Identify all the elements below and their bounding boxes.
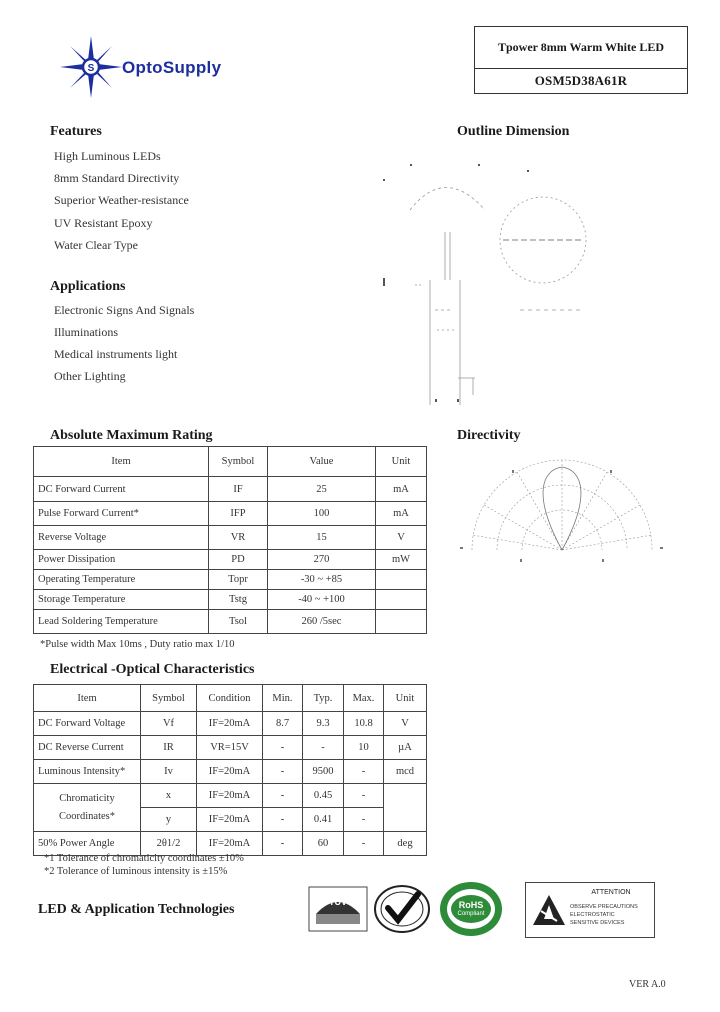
cell-value: 15 — [268, 526, 376, 550]
attention-text — [570, 903, 652, 927]
table-row — [34, 477, 427, 502]
cell-item: DC Reverse Current — [34, 736, 141, 760]
feature-item: High Luminous LEDs — [54, 149, 161, 163]
feature-item: Water Clear Type — [54, 238, 138, 252]
abs-max-table — [33, 446, 427, 634]
table-row — [34, 784, 427, 808]
attention-line: OBSERVE PRECAUTIONS — [570, 904, 638, 910]
table-row — [34, 590, 427, 610]
abs-max-note: *Pulse width Max 10ms , Duty ratio max 1/10 — [40, 639, 235, 650]
cell-max: 10.8 — [344, 712, 384, 736]
attention-title: ATTENTION — [591, 889, 631, 896]
cell-unit: mcd — [384, 760, 427, 784]
cell-condition: IF=20mA — [197, 760, 263, 784]
cell-symbol: IR — [141, 736, 197, 760]
cell-item: DC Forward Voltage — [34, 712, 141, 736]
column-header: Typ. — [303, 685, 344, 712]
attention-line: SENSITIVE DEVICES — [570, 920, 625, 926]
cell-unit: V — [384, 712, 427, 736]
feature-item: Superior Weather-resistance — [54, 193, 189, 207]
optosupply-logo — [60, 36, 270, 98]
chromaticity-label-cell — [34, 784, 141, 832]
cell-symbol: IF — [209, 477, 268, 502]
cell-typ: 9.3 — [303, 712, 344, 736]
cell-symbol: y — [141, 808, 197, 832]
esd-warning-icon — [531, 893, 567, 929]
rohs-compliant-badge — [438, 880, 504, 938]
cell-unit: V — [376, 526, 427, 550]
cell-symbol: Topr — [209, 570, 268, 590]
column-header: Value — [268, 447, 376, 477]
feature-item: 8mm Standard Directivity — [54, 171, 180, 185]
intensity-tolerance-note: *2 Tolerance of luminous intensity is ±15% — [44, 866, 228, 877]
application-item: Other Lighting — [54, 369, 126, 383]
table-row — [34, 570, 427, 590]
cell-symbol: Iv — [141, 760, 197, 784]
column-header: Min. — [263, 685, 303, 712]
electro-optical-heading: Electrical -Optical Characteristics — [50, 662, 255, 677]
application-item: Electronic Signs And Signals — [54, 303, 195, 317]
cell-unit — [384, 784, 427, 832]
rohs-sub-label: Compliant — [457, 911, 485, 917]
esd-attention-badge — [525, 882, 655, 938]
cell-unit: mW — [376, 550, 427, 570]
cell-unit — [376, 570, 427, 590]
cell-max: - — [344, 832, 384, 856]
application-item: Medical instruments light — [54, 347, 178, 361]
column-header: Item — [34, 685, 141, 712]
cell-value: 100 — [268, 502, 376, 526]
table-row — [34, 550, 427, 570]
cell-unit: mA — [376, 477, 427, 502]
electro-optical-table — [33, 684, 427, 856]
cell-symbol: IFP — [209, 502, 268, 526]
cell-min: - — [263, 736, 303, 760]
cell-symbol: VR — [209, 526, 268, 550]
cell-condition: IF=20mA — [197, 784, 263, 808]
cell-symbol: PD — [209, 550, 268, 570]
cell-item: DC Forward Current — [34, 477, 209, 502]
column-header: Unit — [384, 685, 427, 712]
outline-dimension-drawing — [375, 150, 595, 410]
product-title-box — [474, 26, 688, 94]
svg-text:S: S — [87, 63, 95, 74]
table-row — [34, 502, 427, 526]
cell-unit: mA — [376, 502, 427, 526]
cell-item: Luminous Intensity* — [34, 760, 141, 784]
tuv-cert-icon — [308, 886, 368, 932]
version-label: VER A.0 — [629, 979, 666, 990]
cell-unit — [376, 590, 427, 610]
coordinates-label: Coordinates* — [59, 810, 115, 822]
column-header: Symbol — [209, 447, 268, 477]
certified-company-badge — [372, 884, 432, 934]
cell-typ: - — [303, 736, 344, 760]
cell-item: 50% Power Angle — [34, 832, 141, 856]
cell-symbol: Tsol — [209, 610, 268, 634]
cell-symbol: x — [141, 784, 197, 808]
directivity-heading: Directivity — [457, 428, 521, 443]
table-row — [34, 832, 427, 856]
outline-heading: Outline Dimension — [457, 124, 570, 139]
table-row — [34, 712, 427, 736]
cell-min: - — [263, 760, 303, 784]
table-row — [34, 610, 427, 634]
cell-item: Pulse Forward Current* — [34, 502, 209, 526]
cell-condition: VR=15V — [197, 736, 263, 760]
column-header: Max. — [344, 685, 384, 712]
rohs-label: RoHS — [458, 900, 484, 910]
cell-condition: IF=20mA — [197, 808, 263, 832]
cell-typ: 9500 — [303, 760, 344, 784]
cell-symbol: 2θ1/2 — [141, 832, 197, 856]
brand-name: OptoSupply — [122, 58, 222, 77]
checkmark-seal-icon — [372, 884, 432, 934]
cell-symbol: Vf — [141, 712, 197, 736]
cell-max: - — [344, 784, 384, 808]
column-header: Condition — [197, 685, 263, 712]
attention-line: ELECTROSTATIC — [570, 912, 615, 918]
cell-value: 25 — [268, 477, 376, 502]
cell-unit — [376, 610, 427, 634]
cell-typ: 0.45 — [303, 784, 344, 808]
table-row — [34, 760, 427, 784]
tuv-cert-badge — [308, 886, 368, 932]
part-number: OSM5D38A61R — [534, 73, 628, 88]
column-header: Item — [34, 447, 209, 477]
column-header: Unit — [376, 447, 427, 477]
cell-unit: µA — [384, 736, 427, 760]
application-item: Illuminations — [54, 325, 118, 339]
table-header-row — [34, 685, 427, 712]
company-tagline: LED & Application Technologies — [38, 902, 235, 917]
applications-heading: Applications — [50, 279, 126, 294]
cell-min: - — [263, 808, 303, 832]
cell-value: -30 ~ +85 — [268, 570, 376, 590]
product-title: Tpower 8mm Warm White LED — [497, 40, 664, 54]
cell-item: Storage Temperature — [34, 590, 209, 610]
cell-item: Lead Soldering Temperature — [34, 610, 209, 634]
cell-min: 8.7 — [263, 712, 303, 736]
cell-condition: IF=20mA — [197, 712, 263, 736]
cell-item: Power Dissipation — [34, 550, 209, 570]
cell-symbol: Tstg — [209, 590, 268, 610]
cell-unit: deg — [384, 832, 427, 856]
table-header-row — [34, 447, 427, 477]
cell-max: - — [344, 808, 384, 832]
chromaticity-tolerance-note: *1 Tolerance of chromaticity coordinates ±10% — [44, 853, 244, 864]
cell-item: Operating Temperature — [34, 570, 209, 590]
directivity-diagram — [452, 455, 672, 570]
cell-typ: 60 — [303, 832, 344, 856]
table-row — [34, 526, 427, 550]
star-logo-icon — [60, 36, 122, 98]
table-row — [34, 736, 427, 760]
column-header: Symbol — [141, 685, 197, 712]
cell-typ: 0.41 — [303, 808, 344, 832]
cell-condition: IF=20mA — [197, 832, 263, 856]
cell-item: Reverse Voltage — [34, 526, 209, 550]
cell-min: - — [263, 832, 303, 856]
cell-min: - — [263, 784, 303, 808]
cell-max: 10 — [344, 736, 384, 760]
tuv-label: TÜV — [329, 897, 347, 907]
features-heading: Features — [50, 124, 102, 139]
chromaticity-label: Chromaticity — [59, 792, 115, 804]
feature-item: UV Resistant Epoxy — [54, 216, 153, 230]
abs-max-heading: Absolute Maximum Rating — [50, 428, 213, 443]
cell-value: 260 /5sec — [268, 610, 376, 634]
cell-value: 270 — [268, 550, 376, 570]
cell-max: - — [344, 760, 384, 784]
cell-value: -40 ~ +100 — [268, 590, 376, 610]
